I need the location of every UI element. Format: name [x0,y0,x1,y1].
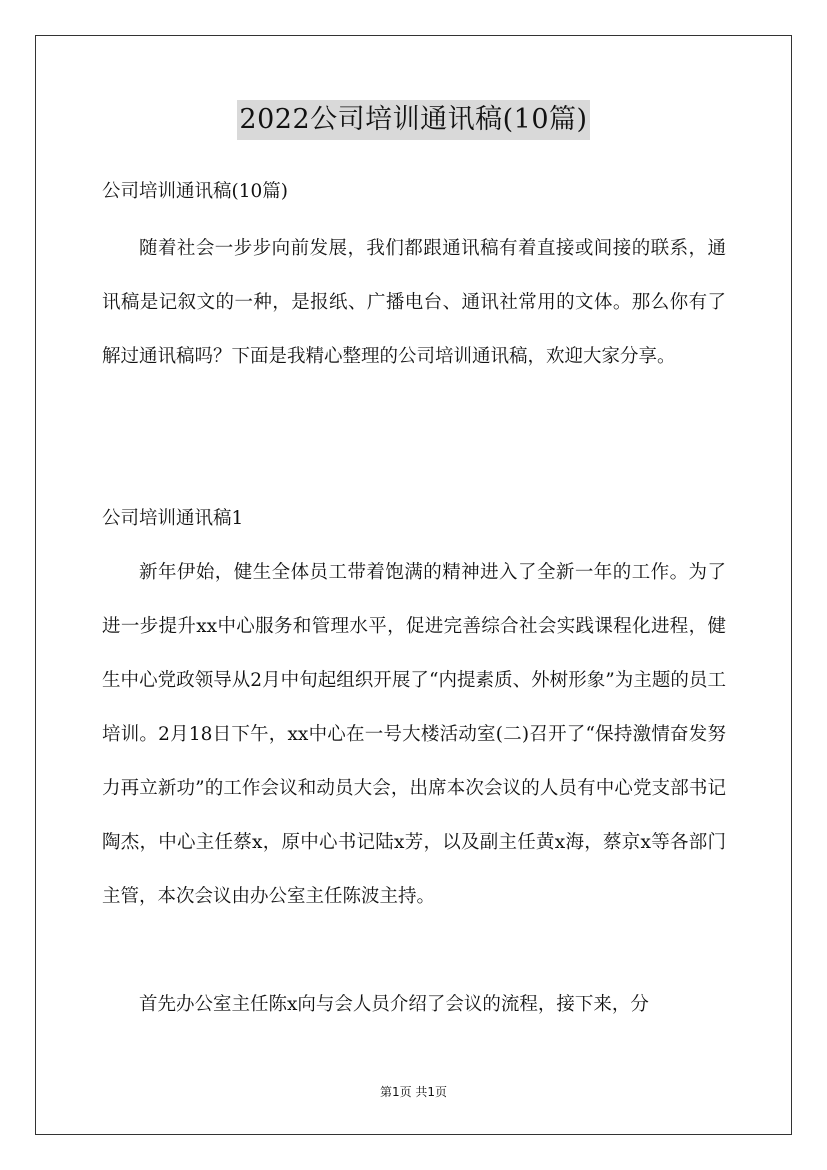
document-subtitle: 公司培训通讯稿(10篇) [102,181,288,202]
intro-paragraph: 随着社会一步步向前发展，我们都跟通讯稿有着直接或间接的联系，通讯稿是记叙文的一种，是报纸、广播电台、通讯社常用的文体。那么你有了解过通讯稿吗？下面是我精心整理的公司培训通讯稿，欢迎大家分享。 [102,238,726,367]
page-footer: 第1页 共1页 [379,1085,448,1099]
document-title: 2022公司培训通讯稿(10篇) [237,100,589,140]
body-paragraph: 首先办公室主任陈x向与会人员介绍了会议的流程，接下来，分 [139,994,649,1015]
body-paragraph: 新年伊始，健生全体员工带着饱满的精神进入了全新一年的工作。为了进一步提升xx中心服务和管理水平，促进完善综合社会实践课程化进程，健生中心党政领导从2月中旬起组织开展了“内提素质、外树形象”为主题的员工培训。2月18日下午，xx中心在一号大楼活动室(二)召开了“保持激情奋发努力再立新功”的工作会议和动员大会，出席本次会议的人员有中心党支部书记陶杰，中心主任蔡x，原中心书记陆x芳，以及副主任黄x海，蔡京x等各部门主管，本次会议由办公室主任陈波主持。 [102,562,726,907]
title-wrap [0,100,827,140]
section-heading: 公司培训通讯稿1 [102,508,244,529]
